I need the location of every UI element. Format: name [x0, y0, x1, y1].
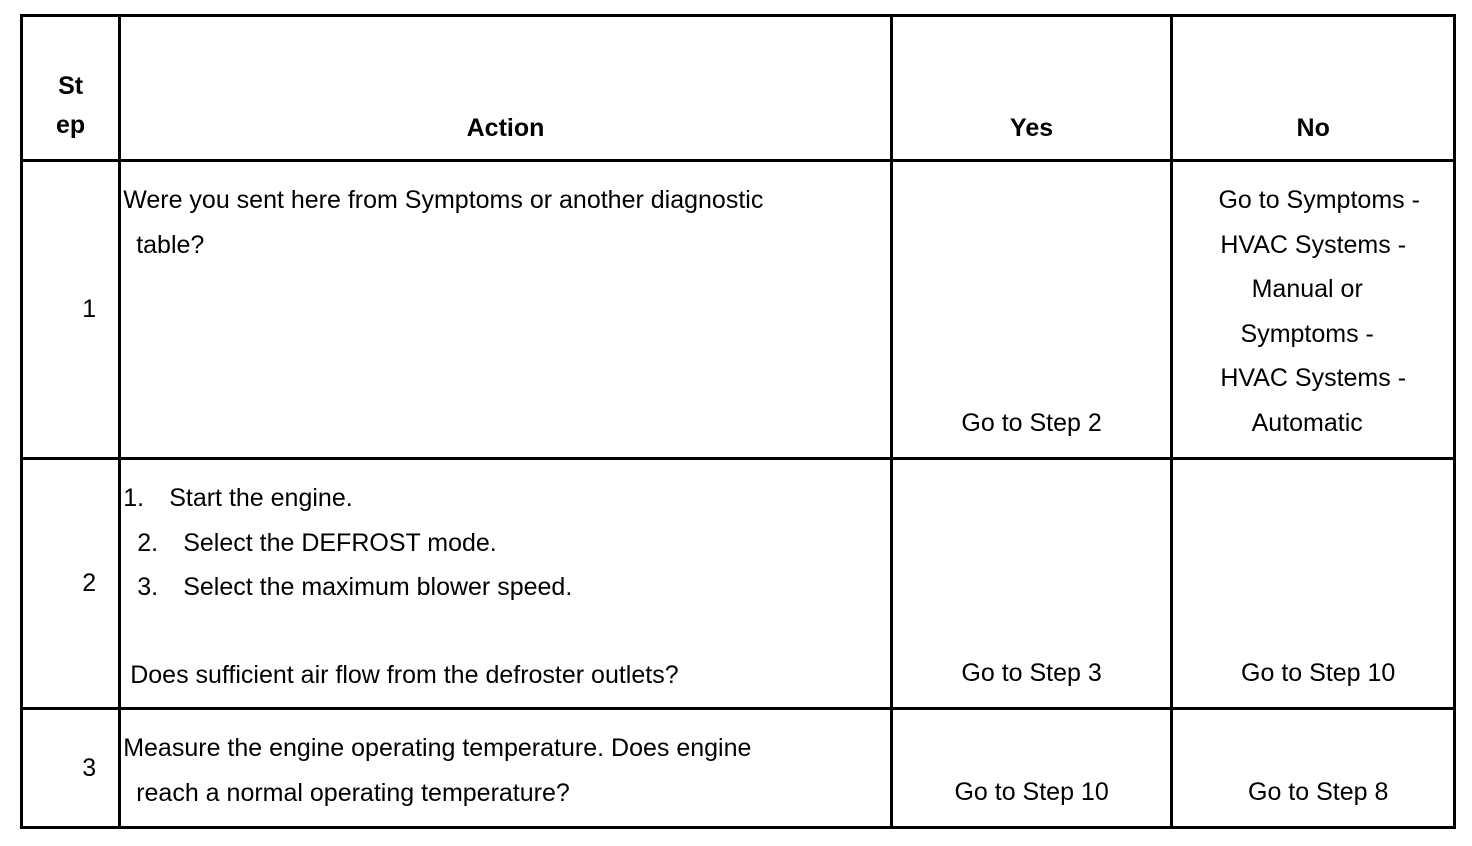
- list-item-number: 3.: [137, 573, 159, 602]
- step-number: 2: [22, 459, 120, 709]
- no-answer-line: Symptoms -: [1240, 319, 1374, 348]
- no-cell: [1172, 709, 1455, 828]
- list-item-text: Select the maximum blower speed.: [183, 573, 573, 602]
- header-step: [22, 16, 120, 161]
- action-list-item: [121, 521, 890, 566]
- no-answer-line: HVAC Systems -: [1220, 230, 1407, 259]
- header-yes: Yes: [891, 16, 1172, 161]
- list-item-text: Start the engine.: [169, 484, 353, 513]
- step-number: 1: [22, 161, 120, 459]
- yes-cell: [891, 709, 1172, 828]
- action-line: reach a normal operating temperature?: [136, 778, 570, 807]
- yes-answer: Go to Step 10: [954, 777, 1109, 806]
- yes-answer: Go to Step 2: [961, 408, 1102, 437]
- header-no: No: [1172, 16, 1455, 161]
- table-row: [22, 459, 1455, 709]
- list-item-number: 2.: [137, 528, 159, 557]
- action-cell: [120, 459, 892, 709]
- action-line: Measure the engine operating temperature. Does engine: [123, 734, 752, 763]
- table-header-row: [22, 16, 1455, 161]
- action-question: Does sufficient air flow from the defroster outlets?: [130, 660, 679, 689]
- diagnostic-table: [20, 14, 1456, 829]
- action-list-item: [121, 565, 890, 610]
- yes-answer: Go to Step 3: [961, 658, 1102, 687]
- header-action: Action: [120, 16, 892, 161]
- no-answer: Go to Step 8: [1248, 777, 1389, 806]
- step-number: 3: [22, 709, 120, 828]
- list-item-number: 1.: [123, 484, 145, 513]
- header-step-line-2: ep: [56, 111, 86, 139]
- no-answer-line: Manual or: [1251, 275, 1363, 303]
- no-answer-line: Automatic: [1251, 408, 1363, 437]
- no-answer: Go to Step 10: [1241, 658, 1396, 687]
- no-cell: [1172, 459, 1455, 709]
- no-answer-line: Go to Symptoms -: [1218, 186, 1420, 214]
- table-row: [22, 161, 1455, 459]
- no-cell: [1172, 161, 1455, 459]
- table-row: [22, 709, 1455, 828]
- action-cell: [120, 161, 892, 459]
- yes-cell: [891, 161, 1172, 459]
- header-step-line-1: St: [58, 72, 84, 100]
- action-line: Were you sent here from Symptoms or another diagnostic: [123, 186, 764, 214]
- list-item-text: Select the DEFROST mode.: [183, 528, 497, 557]
- action-cell: [120, 709, 892, 828]
- yes-cell: [891, 459, 1172, 709]
- action-line: table?: [136, 230, 205, 259]
- action-list-item: [121, 476, 890, 521]
- no-answer-line: HVAC Systems -: [1220, 364, 1407, 392]
